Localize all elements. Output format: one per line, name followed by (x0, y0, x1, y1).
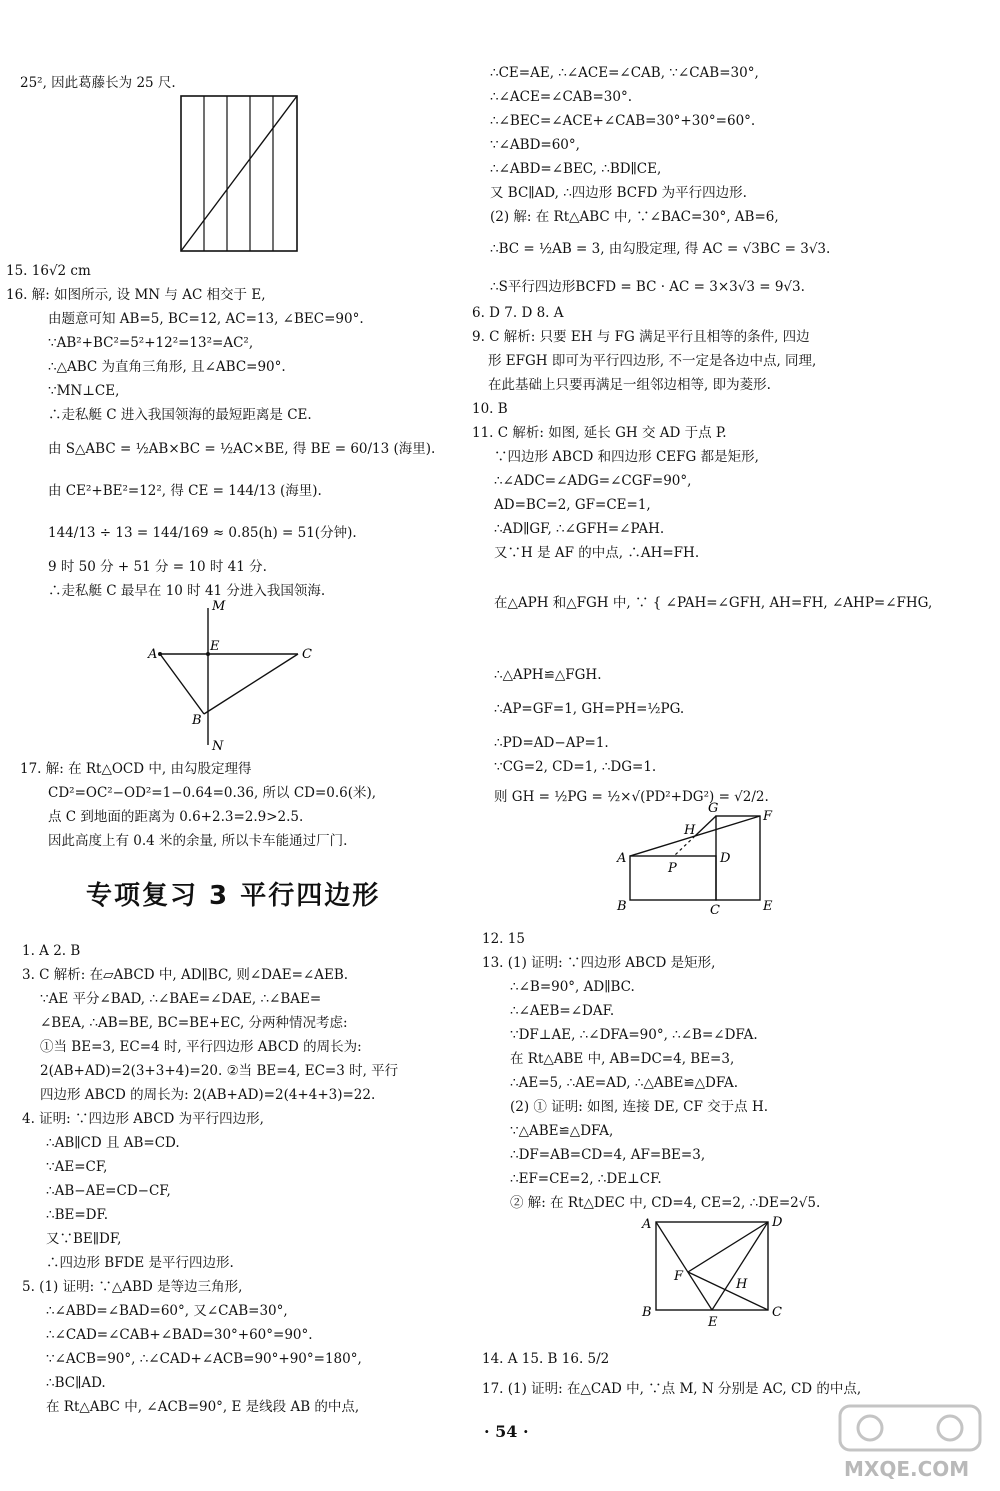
text-line: 144/13 ÷ 13 = 144/169 ≈ 0.85(h) = 51(分钟). (48, 525, 357, 541)
text-line: ∠BEA, ∴AB=BE, BC=BE+EC, 分两种情况考虑: (40, 1015, 348, 1031)
text-line: 2(AB+AD)=2(3+3+4)=20. ②当 BE=4, EC=3 时, 平行 (40, 1063, 399, 1079)
text-line: 由 S△ABC = ½AB×BC = ½AC×BE, 得 BE = 60/13 (海里). (48, 441, 436, 457)
text-line: ∵∠ABD=60°, (490, 137, 580, 153)
label-A: A (617, 851, 627, 866)
answer-14-16: 14. A 15. B 16. 5/2 (482, 1351, 610, 1367)
text-line: 形 EFGH 即可为平行四边形, 不一定是各边中点, 同理, (488, 353, 817, 369)
text-line: 又∵BE∥DF, (46, 1231, 122, 1247)
figure-13 (640, 1212, 790, 1332)
text-line: ∴△APH≌△FGH. (494, 667, 602, 683)
label-B: B (642, 1305, 652, 1320)
label-N: N (212, 739, 224, 754)
text-line: ② 解: 在 Rt△DEC 中, CD=4, CE=2, ∴DE=2√5. (510, 1195, 821, 1211)
text-line: ∴四边形 BFDE 是平行四边形. (46, 1255, 234, 1271)
text-line: ∴S平行四边形BCFD = BC · AC = 3×3√3 = 9√3. (490, 279, 805, 295)
label-C: C (302, 647, 312, 662)
label-D: D (772, 1215, 783, 1230)
answer-17: 17. 解: 在 Rt△OCD 中, 由勾股定理得 (20, 761, 252, 777)
text-line: (2) ① 证明: 如图, 连接 DE, CF 交于点 H. (510, 1099, 769, 1115)
label-F: F (763, 809, 773, 824)
text-line: ∴△ABC 为直角三角形, 且∠ABC=90°. (48, 359, 286, 375)
text-line: ∵△ABE≌△DFA, (510, 1123, 614, 1139)
text-line: 在△APH 和△FGH 中, ∵ { ∠PAH=∠GFH, AH=FH, ∠AHP=∠FHG, (494, 595, 933, 611)
text-line: CD²=OC²−OD²=1−0.64=0.36, 所以 CD=0.6(米), (48, 785, 377, 801)
text-line: ∴∠ACE=∠CAB=30°. (490, 89, 632, 105)
label-C: C (772, 1305, 782, 1320)
label-E: E (210, 639, 220, 654)
text-line: 又∵H 是 AF 的中点, ∴AH=FH. (494, 545, 700, 561)
text-line: ∴PD=AD−AP=1. (494, 735, 609, 751)
label-B: B (617, 899, 627, 914)
text-line: ∴∠BEC=∠ACE+∠CAB=30°+30°=60°. (490, 113, 756, 129)
text-line: 因此高度上有 0.4 米的余量, 所以卡车能通过厂门. (48, 833, 348, 849)
text-line: ∴∠CAD=∠CAB+∠BAD=30°+60°=90°. (46, 1327, 313, 1343)
text-line: ∴∠AEB=∠DAF. (510, 1003, 615, 1019)
answer-4: 4. 证明: ∵四边形 ABCD 为平行四边形, (22, 1111, 264, 1127)
figure-11 (612, 800, 782, 920)
answer-17-right: 17. (1) 证明: 在△CAD 中, ∵点 M, N 分别是 AC, CD 的中点, (482, 1381, 862, 1397)
text-line: 由 CE²+BE²=12², 得 CE = 144/13 (海里). (48, 483, 322, 499)
answer-5: 5. (1) 证明: ∵△ABD 是等边三角形, (22, 1279, 243, 1295)
text-line: 9 时 50 分 + 51 分 = 10 时 41 分. (48, 559, 267, 575)
text-line: ∴BC∥AD. (46, 1375, 106, 1391)
text-line: 25², 因此葛藤长为 25 尺. (20, 75, 176, 91)
text-line: ∴AD∥GF, ∴∠GFH=∠PAH. (494, 521, 665, 537)
text-line: ∴DF=AB=CD=4, AF=BE=3, (510, 1147, 706, 1163)
text-line: ∴EF=CE=2, ∴DE⊥CF. (510, 1171, 662, 1187)
text-line: 在此基础上只要再满足一组邻边相等, 即为菱形. (488, 377, 771, 393)
text-line: ∵四边形 ABCD 和四边形 CEFG 都是矩形, (494, 449, 759, 465)
label-M: M (212, 599, 226, 614)
label-H: H (736, 1277, 748, 1292)
answer-6-8: 6. D 7. D 8. A (472, 305, 564, 321)
text-line: ∴AP=GF=1, GH=PH=½PG. (494, 701, 685, 717)
figure-16 (148, 599, 328, 754)
grid-figure (180, 94, 300, 254)
answer-1-2: 1. A 2. B (22, 943, 81, 959)
page-number: · 54 · (484, 1422, 529, 1441)
watermark-text: MXQE.COM (844, 1457, 970, 1481)
label-E: E (763, 899, 773, 914)
text-line: AD=BC=2, GF=CE=1, (494, 497, 651, 513)
text-line: ∴BE=DF. (46, 1207, 109, 1223)
label-E: E (708, 1315, 718, 1330)
text-line: 点 C 到地面的距离为 0.6+2.3=2.9>2.5. (48, 809, 304, 825)
answer-16: 16. 解: 如图所示, 设 MN 与 AC 相交于 E, (6, 287, 266, 303)
text-line: 四边形 ABCD 的周长为: 2(AB+AD)=2(4+4+3)=22. (40, 1087, 376, 1103)
answer-10: 10. B (472, 401, 508, 417)
answer-12: 12. 15 (482, 931, 525, 947)
text-line: (2) 解: 在 Rt△ABC 中, ∵∠BAC=30°, AB=6, (490, 209, 779, 225)
answer-11: 11. C 解析: 如图, 延长 GH 交 AD 于点 P. (472, 425, 727, 441)
label-H: H (684, 823, 696, 838)
text-line: ∴∠B=90°, AD∥BC. (510, 979, 635, 995)
text-line: ∵∠ACB=90°, ∴∠CAD+∠ACB=90°+90°=180°, (46, 1351, 362, 1367)
text-line: ∵CG=2, CD=1, ∴DG=1. (494, 759, 657, 775)
label-B: B (192, 713, 202, 728)
text-line: 则 GH = ½PG = ½×√(PD²+DG²) = √2/2. (494, 789, 769, 805)
label-F: F (674, 1269, 684, 1284)
text-line: ∴AB∥CD 且 AB=CD. (46, 1135, 180, 1151)
text-line: ∵DF⊥AE, ∴∠DFA=90°, ∴∠B=∠DFA. (510, 1027, 758, 1043)
text-line: 在 Rt△ABC 中, ∠ACB=90°, E 是线段 AB 的中点, (46, 1399, 360, 1415)
text-line: ①当 BE=3, EC=4 时, 平行四边形 ABCD 的周长为: (40, 1039, 362, 1055)
label-A: A (148, 647, 158, 662)
text-line: ∴∠ABD=∠BEC, ∴BD∥CE, (490, 161, 662, 177)
label-G: G (708, 801, 719, 816)
label-P: P (668, 861, 677, 876)
answer-15: 15. 16√2 cm (6, 263, 91, 279)
label-C: C (710, 903, 720, 918)
text-line: ∴AE=5, ∴AE=AD, ∴△ABE≌△DFA. (510, 1075, 739, 1091)
text-line: ∴CE=AE, ∴∠ACE=∠CAB, ∵∠CAB=30°, (490, 65, 759, 81)
text-line: ∴AB−AE=CD−CF, (46, 1183, 171, 1199)
text-line: ∴走私艇 C 最早在 10 时 41 分进入我国领海. (48, 583, 326, 599)
text-line: ∵MN⊥CE, (48, 383, 120, 399)
text-line: ∴走私艇 C 进入我国领海的最短距离是 CE. (48, 407, 312, 423)
section-title: 专项复习 3 平行四边形 (86, 881, 381, 911)
watermark-logo (830, 1400, 990, 1485)
label-D: D (720, 851, 731, 866)
text-line: ∴BC = ½AB = 3, 由勾股定理, 得 AC = √3BC = 3√3. (490, 241, 831, 257)
text-line: ∵AE=CF, (46, 1159, 108, 1175)
answer-13: 13. (1) 证明: ∵四边形 ABCD 是矩形, (482, 955, 716, 971)
text-line: ∴∠ADC=∠ADG=∠CGF=90°, (494, 473, 692, 489)
text-line: 由题意可知 AB=5, BC=12, AC=13, ∠BEC=90°. (48, 311, 364, 327)
answer-3: 3. C 解析: 在▱ABCD 中, AD∥BC, 则∠DAE=∠AEB. (22, 967, 349, 983)
label-A: A (642, 1217, 652, 1232)
text-line: ∵AB²+BC²=5²+12²=13²=AC², (48, 335, 254, 351)
text-line: 又 BC∥AD, ∴四边形 BCFD 为平行四边形. (490, 185, 747, 201)
answer-9: 9. C 解析: 只要 EH 与 FG 满足平行且相等的条件, 四边 (472, 329, 810, 345)
text-line: ∵AE 平分∠BAD, ∴∠BAE=∠DAE, ∴∠BAE= (40, 991, 322, 1007)
text-line: ∴∠ABD=∠BAD=60°, 又∠CAB=30°, (46, 1303, 288, 1319)
text-line: 在 Rt△ABE 中, AB=DC=4, BE=3, (510, 1051, 735, 1067)
